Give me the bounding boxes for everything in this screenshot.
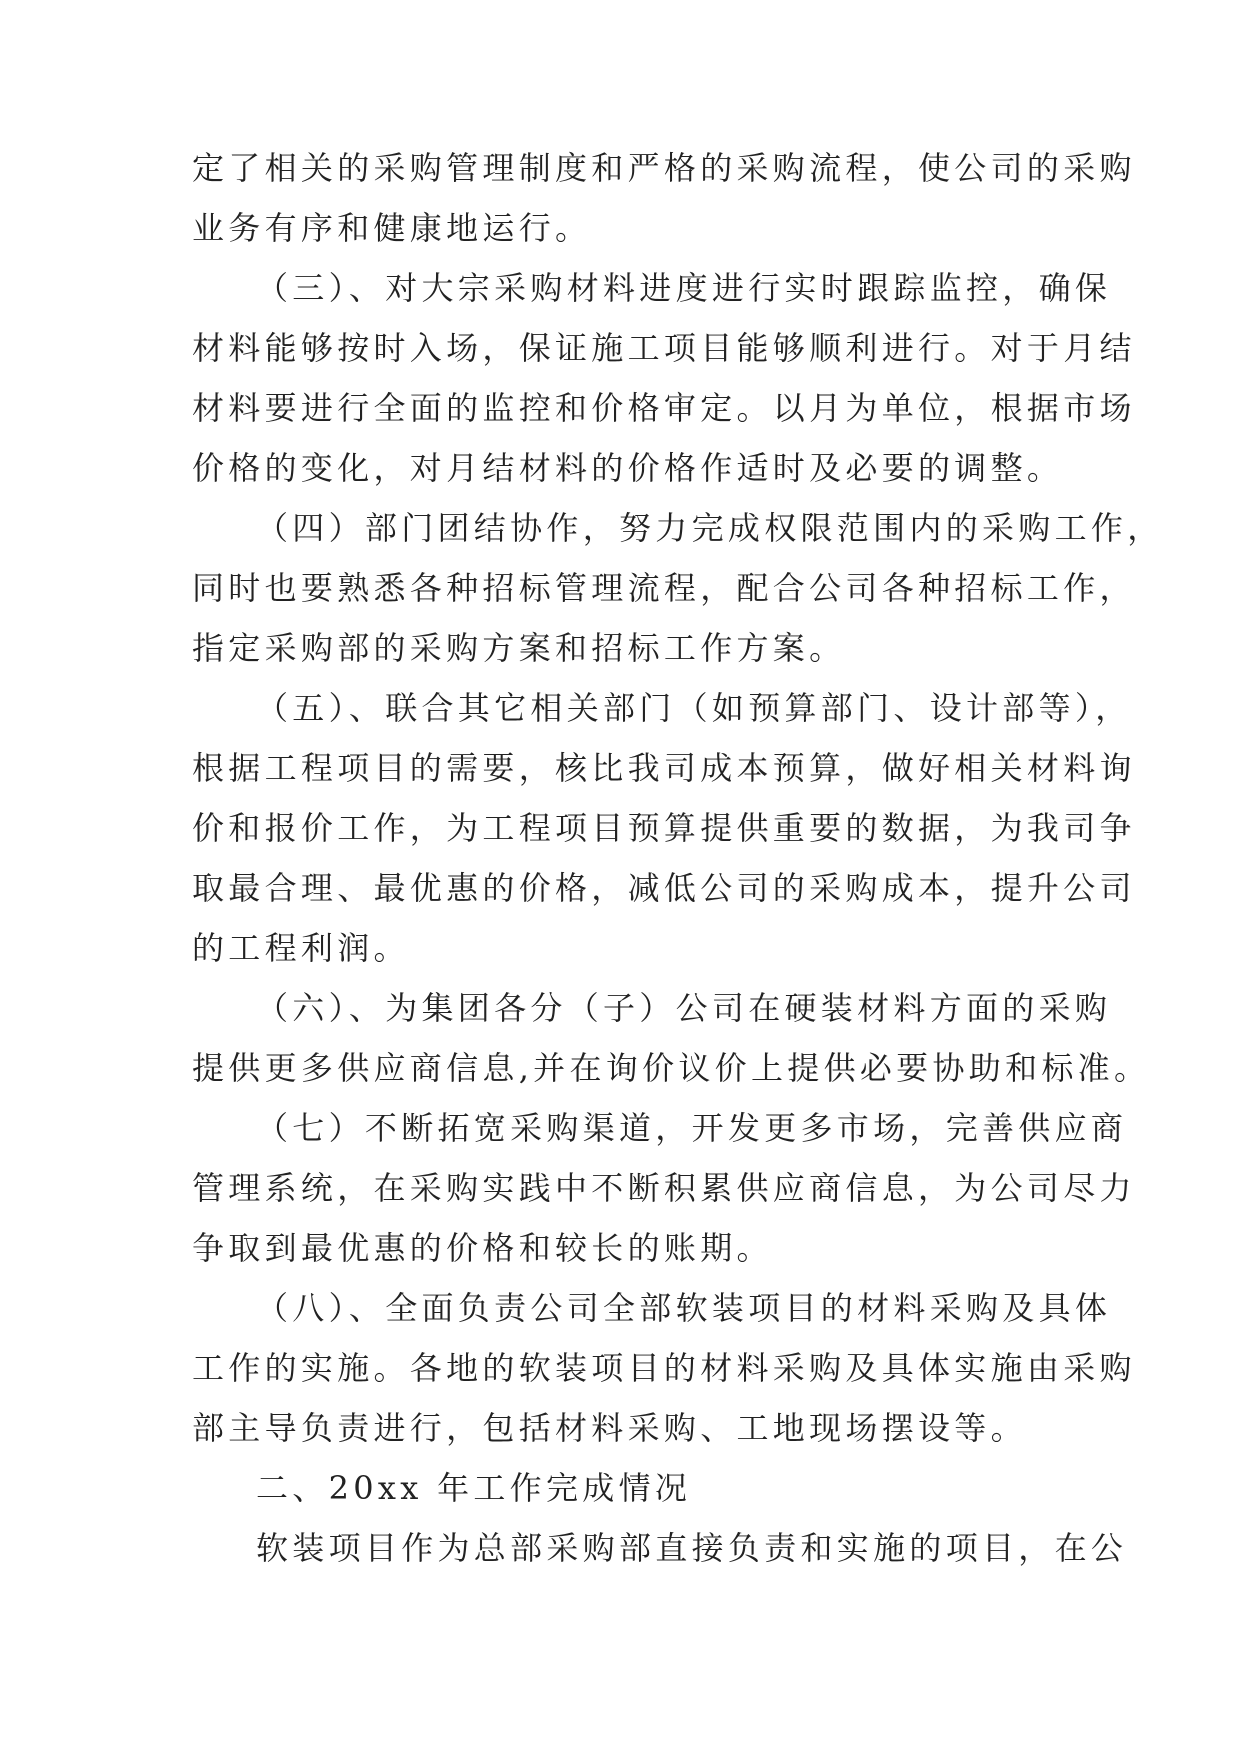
text-line: 根据工程项目的需要，核比我司成本预算，做好相关材料询 — [192, 749, 1136, 787]
text-line: 管理系统，在采购实践中不断积累供应商信息，为公司尽力 — [192, 1169, 1136, 1207]
text-line: 同时也要熟悉各种招标管理流程，配合公司各种招标工作， — [192, 569, 1136, 607]
section-heading: 二、20xx 年工作完成情况 — [256, 1469, 692, 1507]
paragraph-heading-6: （六）、为集团各分（子）公司在硬装材料方面的采购 — [256, 989, 1112, 1027]
text-line: 价和报价工作，为工程项目预算提供重要的数据，为我司争 — [192, 809, 1136, 847]
text-line: 定了相关的采购管理制度和严格的采购流程，使公司的采购 — [192, 149, 1136, 187]
text-line: 工作的实施。各地的软装项目的材料采购及具体实施由采购 — [192, 1349, 1136, 1387]
text-line: 业务有序和健康地运行。 — [192, 209, 592, 247]
text-line: 的工程利润。 — [192, 929, 410, 967]
text-line: 指定采购部的采购方案和招标工作方案。 — [192, 629, 846, 667]
paragraph-heading-5: （五）、联合其它相关部门（如预算部门、设计部等）， — [256, 689, 1132, 727]
text-line: 争取到最优惠的价格和较长的账期。 — [192, 1229, 773, 1267]
text-line: 材料要进行全面的监控和价格审定。以月为单位，根据市场 — [192, 389, 1136, 427]
text-line: 提供更多供应商信息,并在询价议价上提供必要协助和标准。 — [192, 1049, 1151, 1087]
text-line: 价格的变化，对月结材料的价格作适时及必要的调整。 — [192, 449, 1064, 487]
text-line: 软装项目作为总部采购部直接负责和实施的项目，在公 — [256, 1529, 1128, 1567]
text-line: 取最合理、最优惠的价格，减低公司的采购成本，提升公司 — [192, 869, 1136, 907]
paragraph-heading-7: （七）不断拓宽采购渠道，开发更多市场，完善供应商 — [256, 1109, 1128, 1147]
text-line: 材料能够按时入场，保证施工项目能够顺利进行。对于月结 — [192, 329, 1136, 367]
text-line: 部主导负责进行，包括材料采购、工地现场摆设等。 — [192, 1409, 1027, 1447]
paragraph-heading-8: （八）、全面负责公司全部软装项目的材料采购及具体 — [256, 1289, 1112, 1327]
paragraph-heading-3: （三）、对大宗采购材料进度进行实时跟踪监控，确保 — [256, 269, 1112, 307]
paragraph-heading-4: （四）部门团结协作，努力完成权限范围内的采购工作， — [256, 509, 1164, 547]
